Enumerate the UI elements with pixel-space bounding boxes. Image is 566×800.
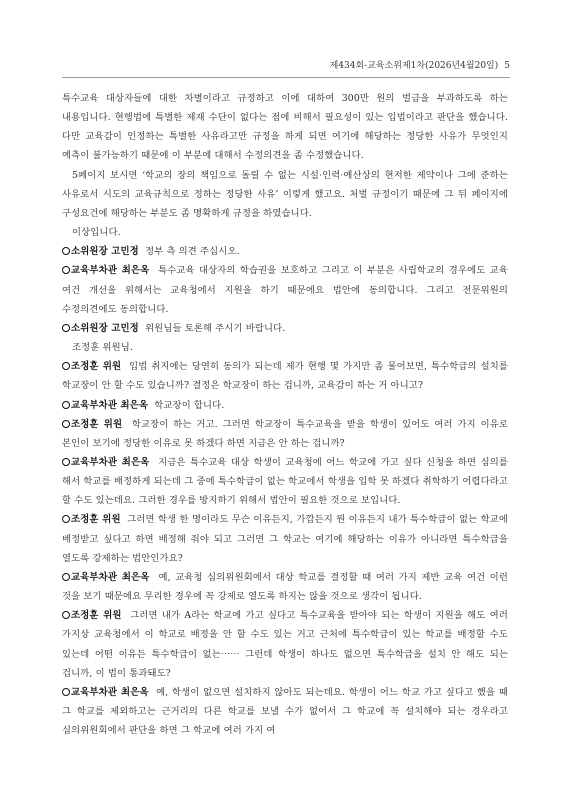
speaker-name: 조정훈 위원 — [71, 514, 121, 526]
meeting-info: 제434회-교육소위제1차(2026년4월20일) — [329, 61, 499, 71]
speaker-circle-icon — [62, 362, 70, 370]
speaker-statement — [62, 568, 508, 606]
speaker-circle-icon — [62, 458, 70, 466]
speaker-statement — [62, 319, 508, 338]
statement-text: 그러면 내가 A라는 학교에 가고 싶다고 특수교육을 받아야 되는 학생이 지원을 해도 여러 가지상 교육청에서 이 학교로 배정을 안 할 수도 있는 거고 근처에 특수학급이 있는 학교를 배정할 수도 있는데 어떤 이유든 특수학급이 없는⋯⋯ 그런데 학생이 하나도 없으면 특수학급을 설치 안 해도 되는 겁니까, 이 법이 통과돼도? — [62, 610, 508, 679]
body-paragraph: 5페이지 보시면 ‘학교의 장의 책임으로 돌릴 수 없는 시설·인력·예산상의 현저한 제약이나 그에 준하는 사유로서 시도의 교육규칙으로 정하는 정당한 사유’ 이렇게 했고요. 처벌 규정이기 때문에 그 뒤 페이지에 구성요건에 해당하는 부분도 좀 명확하게 규정을 하였습니다. — [62, 169, 508, 219]
statement-text: 학교장이 합니다. — [154, 399, 225, 411]
statement-text: 예, 학생이 없으면 설치하지 않아도 되는데요. 학생이 어느 학교 가고 싶다고 했을 때 그 학교를 제외하고는 근거리의 다른 학교를 보낼 수가 없어서 그 학교에 꼭 설치해야 되는 경우라고 심의위원회에서 판단을 하면 그 학교에 여러 가지 여 — [62, 686, 508, 737]
statement-text: 예, 교육청 심의위원회에서 대상 학교를 결정할 때 여러 가지 제반 교육 여건 이런 것을 보기 때문에요 무리한 경우에 꼭 강제로 열도록 하지는 않을 것으로 생각이 됩니다. — [62, 571, 508, 603]
speaker-name: 소위원장 고민정 — [71, 322, 139, 334]
speaker-name: 교육부차관 최은옥 — [71, 399, 149, 411]
speaker-circle-icon — [62, 515, 70, 523]
statement-text: 그러면 학생 한 명이라도 무슨 이유든지, 가깝든지 뭔 이유든지 내가 특수학급이 없는 학교에 배정받고 싶다고 하면 배정해 줘야 되고 그러면 그 학교는 여기에 해당하는 이유가 아니라면 특수학급을 열도록 강제하는 법안인가요? — [62, 514, 508, 564]
transcript-body — [62, 89, 508, 740]
speaker-name: 교육부차관 최은옥 — [71, 686, 149, 698]
speaker-statement — [62, 396, 508, 415]
statement-text: 정부 측 의견 주십시오. — [145, 246, 240, 258]
speaker-statement — [62, 261, 508, 318]
speaker-circle-icon — [62, 611, 70, 619]
speaker-circle-icon — [62, 247, 70, 255]
statement-text: 위원님들 토론해 주시기 바랍니다. — [145, 322, 286, 334]
body-paragraph: 특수교육 대상자들에 대한 차별이라고 규정하고 이에 대하여 300만 원의 벌금을 부과하도록 하는 내용입니다. 현행법에 특별한 제재 수단이 없다는 점에 비해서 필요성이 있는 입법이라고 판단을 했습니다. 다만 교육감이 인정하는 특별한 사유라고만 규정을 하게 되면 여기에 해당하는 정당한 사유가 무엇인지 예측이 불가능하기 때문에 이 부분에 대해서 수정의견을 좀 수정했습니다. — [62, 93, 508, 162]
speaker-name: 조정훈 위원 — [71, 361, 122, 373]
speaker-statement — [62, 683, 508, 740]
speaker-name: 조정훈 위원 — [71, 418, 123, 430]
speaker-statement — [62, 242, 508, 261]
page-number: 5 — [504, 61, 510, 71]
speaker-statement — [62, 357, 508, 395]
speaker-circle-icon — [62, 324, 70, 332]
speaker-name: 조정훈 위원 — [71, 610, 122, 622]
speaker-circle-icon — [62, 266, 70, 274]
speaker-statement — [62, 453, 508, 510]
statement-text: 지금은 특수교육 대상 학생이 교육청에 어느 학교에 가고 싶다 신청을 하면 심의를 해서 학교를 배정하게 되는데 그 중에 특수학급이 없는 학교에서 학생을 입학 못 하겠다 취학하기 어렵다라고 할 수도 있는데요. 그러한 경우를 방지하기 위해서 법안이 필요한 것으로 보입니다. — [62, 456, 508, 507]
speaker-statement — [62, 415, 508, 453]
speaker-statement — [62, 510, 508, 567]
speaker-name: 교육부차관 최은옥 — [71, 571, 150, 583]
speaker-name: 소위원장 고민정 — [71, 246, 139, 258]
body-paragraph: 이상입니다. — [72, 227, 121, 239]
speaker-circle-icon — [62, 420, 70, 428]
speaker-name: 교육부차관 최은옥 — [71, 265, 150, 277]
speaker-name: 교육부차관 최은옥 — [71, 456, 150, 468]
statement-text: 학교장이 하는 거고. 그러면 학교장이 특수교육을 받을 학생이 있어도 여러 가지 이유로 본인이 보기에 정당한 이유로 못 하겠다 하면 지금은 안 하는 겁니까? — [62, 418, 509, 449]
statement-text: 특수교육 대상자의 학습권을 보호하고 그리고 이 부분은 사립학교의 경우에도 교육 여건 개선을 위해서는 교육청에서 지원을 하기 때문에요 법안에 동의합니다. 그리고 전문위원의 수정의견에도 동의합니다. — [62, 265, 508, 315]
speaker-circle-icon — [62, 401, 70, 409]
body-paragraph: 조정훈 위원님. — [72, 342, 133, 354]
page-header — [62, 58, 510, 78]
speaker-statement — [62, 606, 508, 683]
statement-text: 입법 취지에는 당연히 동의가 되는데 제가 현행 몇 가지만 좀 물어보면, 특수학급의 설치를 학교장이 안 할 수도 있습니까? 결정은 학교장이 하는 겁니까, 교육감이 하는 거 아니고? — [62, 361, 508, 392]
speaker-circle-icon — [62, 573, 70, 581]
speaker-circle-icon — [62, 688, 70, 696]
